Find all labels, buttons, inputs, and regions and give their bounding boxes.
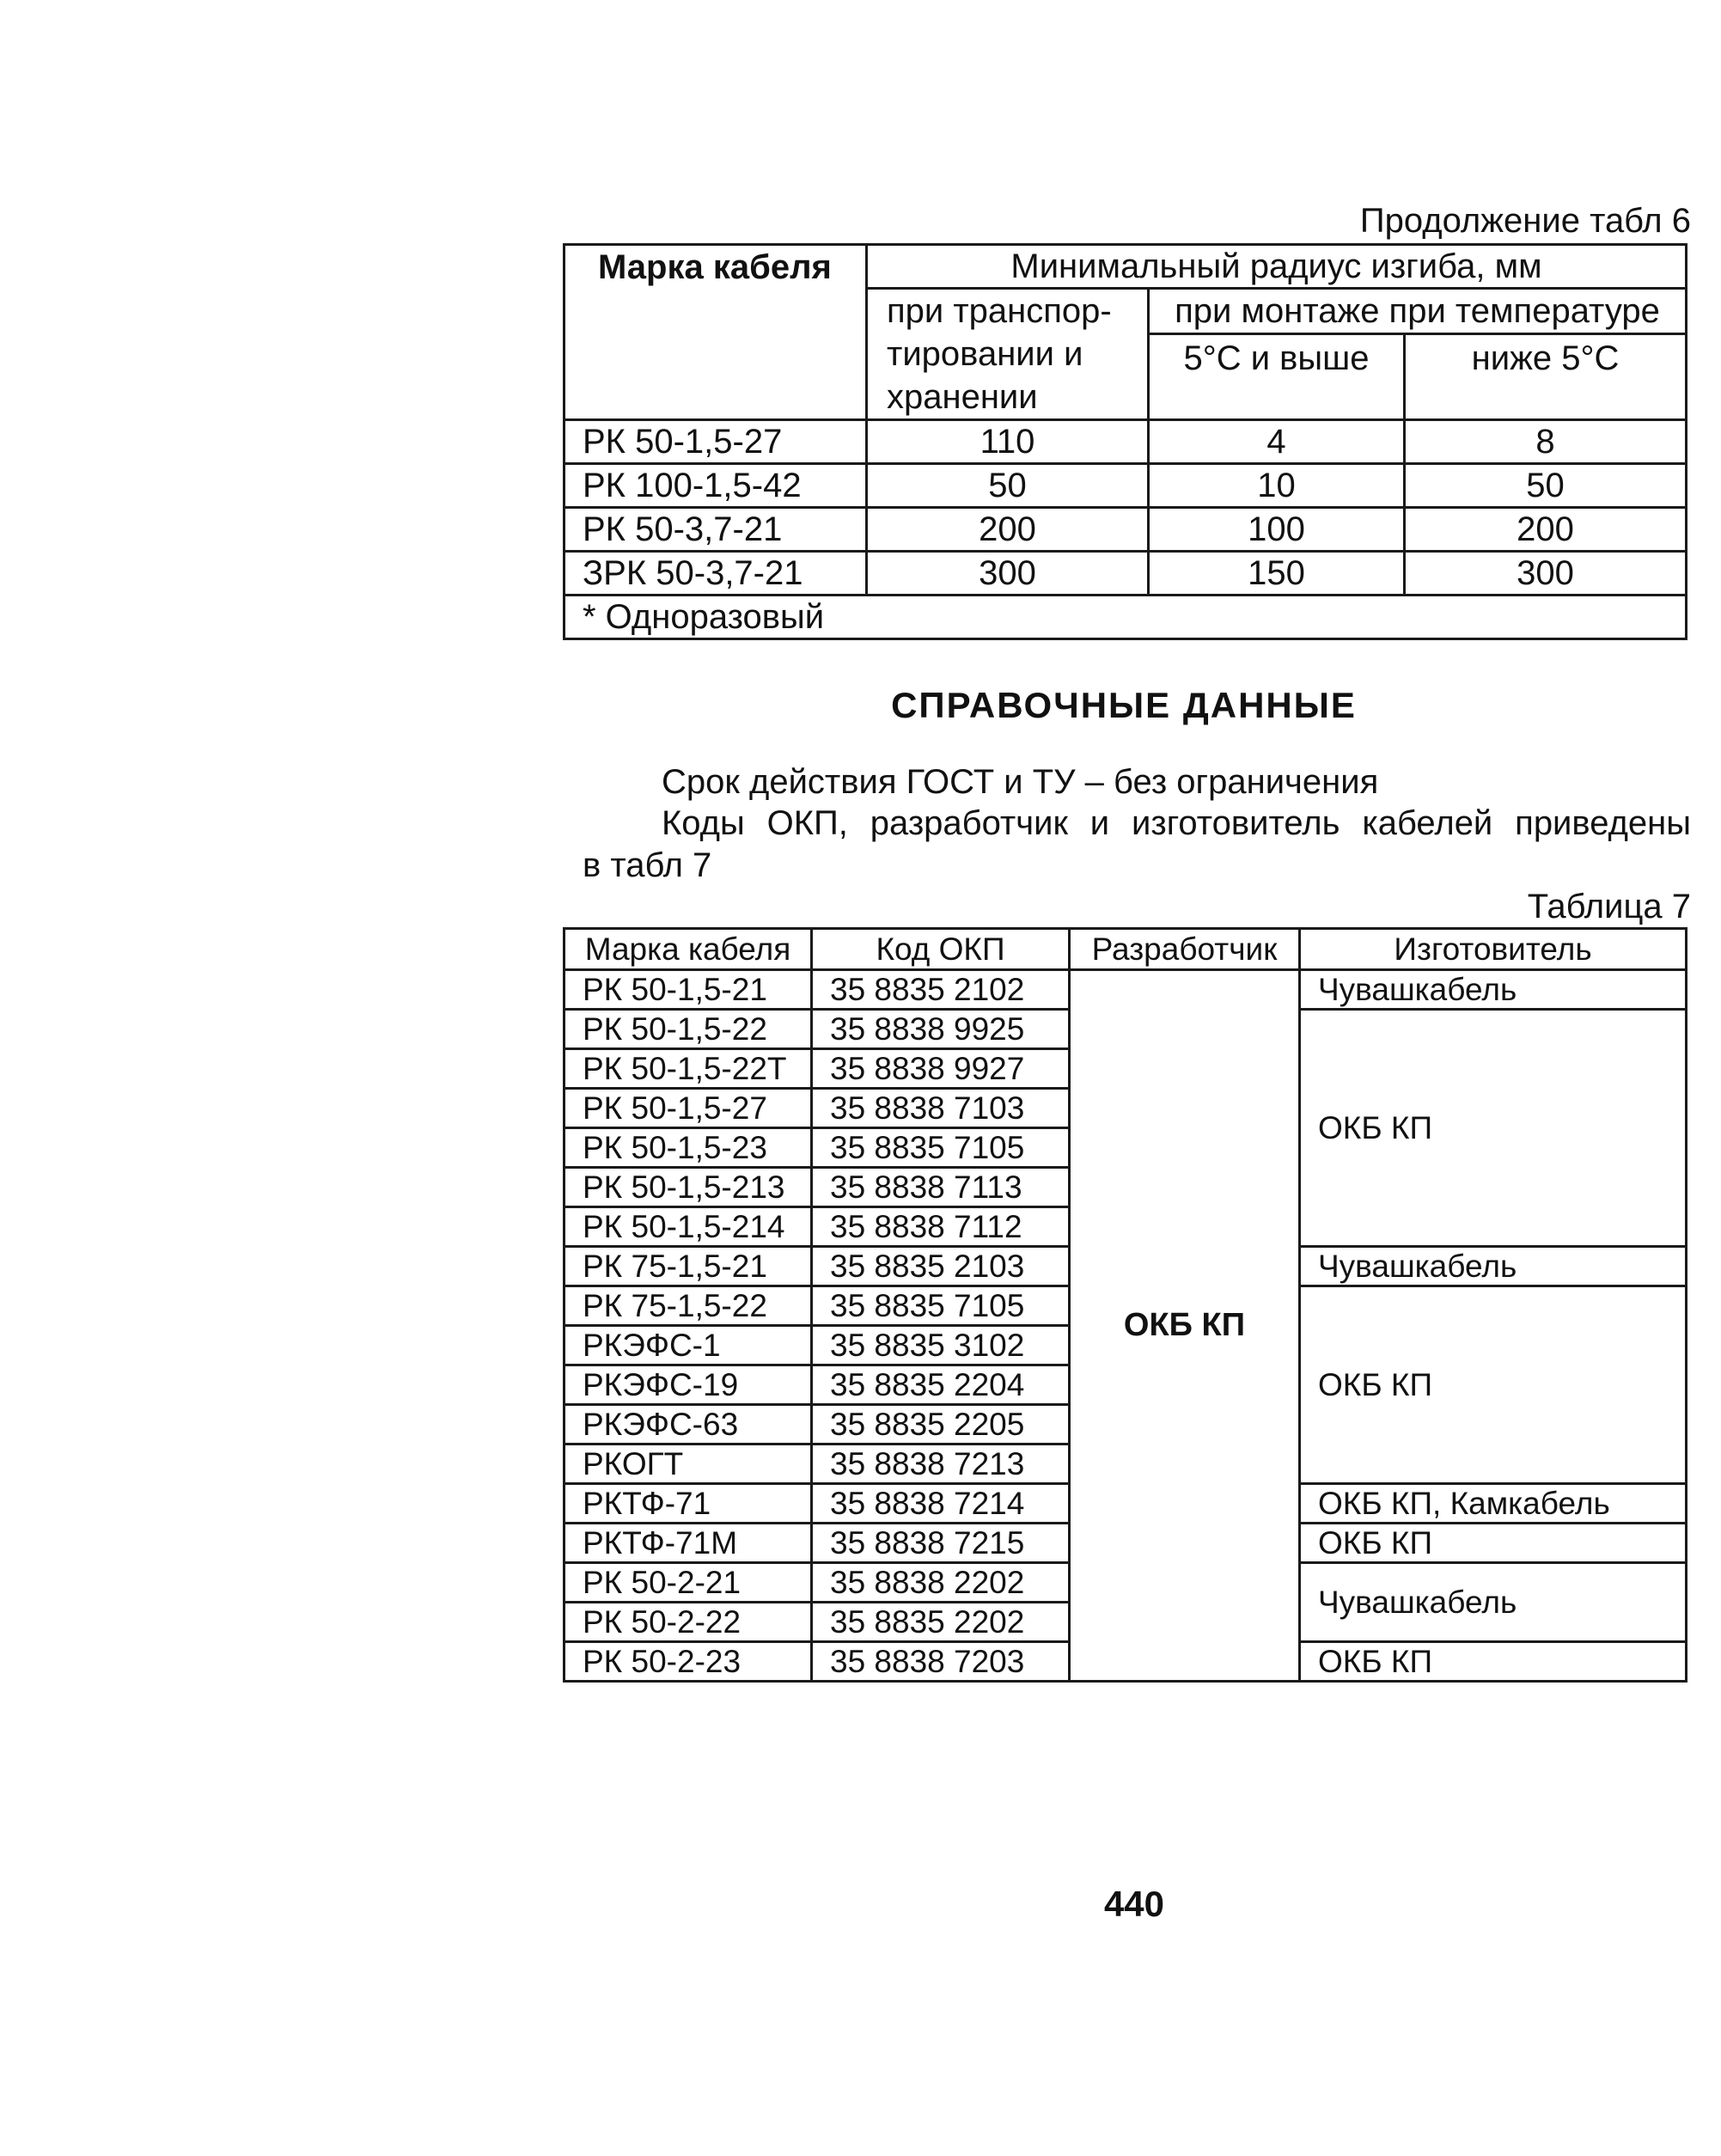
t7-mark: РК 75-1,5-21 (565, 1247, 812, 1286)
t7-mark: РКТФ-71 (565, 1484, 812, 1524)
t7-mark: РК 50-1,5-23 (565, 1128, 812, 1168)
t6-header-mark: Марка кабеля (565, 245, 867, 420)
t6-transport: 300 (867, 552, 1149, 595)
page-number: 440 (1103, 1884, 1165, 1924)
t7-code: 35 8838 2202 (812, 1563, 1070, 1603)
t7-mark: РКЭФС-19 (565, 1365, 812, 1405)
table-row (565, 508, 1687, 552)
table-row (565, 420, 1687, 464)
t6-header-mount: при монтаже при температуре (1149, 289, 1687, 334)
t6-transport: 110 (867, 420, 1149, 464)
t7-mark: РК 50-1,5-213 (565, 1168, 812, 1207)
t7-mark: РКТФ-71М (565, 1524, 812, 1563)
table-row (565, 552, 1687, 595)
t7-code: 35 8835 7105 (812, 1286, 1070, 1326)
t7-mark: РКОГТ (565, 1444, 812, 1484)
t6-above: 4 (1149, 420, 1405, 464)
t7-maker: Чувашкабель (1300, 1247, 1687, 1286)
t7-mark: РК 75-1,5-22 (565, 1286, 812, 1326)
t7-code: 35 8835 2202 (812, 1603, 1070, 1642)
t7-mark: РК 50-1,5-22Т (565, 1049, 812, 1089)
t6-below: 300 (1405, 552, 1687, 595)
t7-maker: ОКБ КП (1300, 1010, 1687, 1247)
t6-below: 50 (1405, 464, 1687, 508)
t7-code: 35 8835 2204 (812, 1365, 1070, 1405)
t6-above: 100 (1149, 508, 1405, 552)
t7-code: 35 8838 9927 (812, 1049, 1070, 1089)
t7-code: 35 8838 7213 (812, 1444, 1070, 1484)
t7-mark: РК 50-2-23 (565, 1642, 812, 1682)
t6-above: 10 (1149, 464, 1405, 508)
paragraph-validity: Срок действия ГОСТ и ТУ – без ограничения (662, 763, 1379, 801)
t7-mark: РК 50-2-21 (565, 1563, 812, 1603)
t7-mark: РК 50-1,5-27 (565, 1089, 812, 1128)
t6-mark: РК 50-3,7-21 (565, 508, 867, 552)
table-row (565, 464, 1687, 508)
t7-code: 35 8835 2205 (812, 1405, 1070, 1444)
t6-mark: РК 100-1,5-42 (565, 464, 867, 508)
t7-mark: РК 50-2-22 (565, 1603, 812, 1642)
t7-header-mark: Марка кабеля (565, 929, 812, 970)
t7-header-developer: Разработчик (1070, 929, 1300, 970)
t7-maker: ОКБ КП (1300, 1286, 1687, 1484)
t7-mark: РКЭФС-1 (565, 1326, 812, 1365)
t7-code: 35 8838 7113 (812, 1168, 1070, 1207)
t7-developer: ОКБ КП (1070, 970, 1300, 1682)
t7-header-code: Код ОКП (812, 929, 1070, 970)
t6-header-radius: Минимальный радиус изгиба, мм (867, 245, 1687, 289)
t7-maker: ОКБ КП (1300, 1642, 1687, 1682)
table6 (563, 243, 1687, 640)
t7-code: 35 8835 7105 (812, 1128, 1070, 1168)
t7-mark: РКЭФС-63 (565, 1405, 812, 1444)
t7-maker: ОКБ КП (1300, 1524, 1687, 1563)
t6-below: 200 (1405, 508, 1687, 552)
t7-maker: Чувашкабель (1300, 970, 1687, 1010)
paragraph-codes-line1: Коды ОКП, разработчик и изготовитель кабелей приведены (662, 804, 1691, 842)
t6-header-below: ниже 5°C (1405, 333, 1687, 419)
section-title: СПРАВОЧНЫЕ ДАННЫЕ (891, 685, 1357, 725)
t7-mark: РК 50-1,5-21 (565, 970, 812, 1010)
t7-code: 35 8838 7214 (812, 1484, 1070, 1524)
t6-footnote: * Одноразовый (565, 595, 1687, 639)
t6-mark: РК 50-1,5-27 (565, 420, 867, 464)
t6-header-transport: при транспор-тировании и хранении (867, 289, 1149, 420)
t7-mark: РК 50-1,5-214 (565, 1207, 812, 1247)
t6-below: 8 (1405, 420, 1687, 464)
t7-mark: РК 50-1,5-22 (565, 1010, 812, 1049)
t6-mark: ЗРК 50-3,7-21 (565, 552, 867, 595)
t7-code: 35 8835 2103 (812, 1247, 1070, 1286)
paragraph-codes-line2: в табл 7 (583, 846, 712, 884)
t7-code: 35 8838 7215 (812, 1524, 1070, 1563)
t7-code: 35 8838 9925 (812, 1010, 1070, 1049)
table7 (563, 927, 1687, 1683)
t7-header-maker: Изготовитель (1300, 929, 1687, 970)
t7-code: 35 8838 7112 (812, 1207, 1070, 1247)
t6-header-above: 5°C и выше (1149, 333, 1405, 419)
t7-code: 35 8838 7103 (812, 1089, 1070, 1128)
t6-transport: 200 (867, 508, 1149, 552)
t7-code: 35 8835 2102 (812, 970, 1070, 1010)
t6-above: 150 (1149, 552, 1405, 595)
t7-maker: Чувашкабель (1300, 1563, 1687, 1642)
table7-caption: Таблица 7 (1527, 888, 1691, 925)
t7-code: 35 8838 7203 (812, 1642, 1070, 1682)
t7-code: 35 8835 3102 (812, 1326, 1070, 1365)
t6-transport: 50 (867, 464, 1149, 508)
table-row (565, 970, 1687, 1010)
t7-maker: ОКБ КП, Камкабель (1300, 1484, 1687, 1524)
table6-caption: Продолжение табл 6 (1359, 202, 1691, 240)
